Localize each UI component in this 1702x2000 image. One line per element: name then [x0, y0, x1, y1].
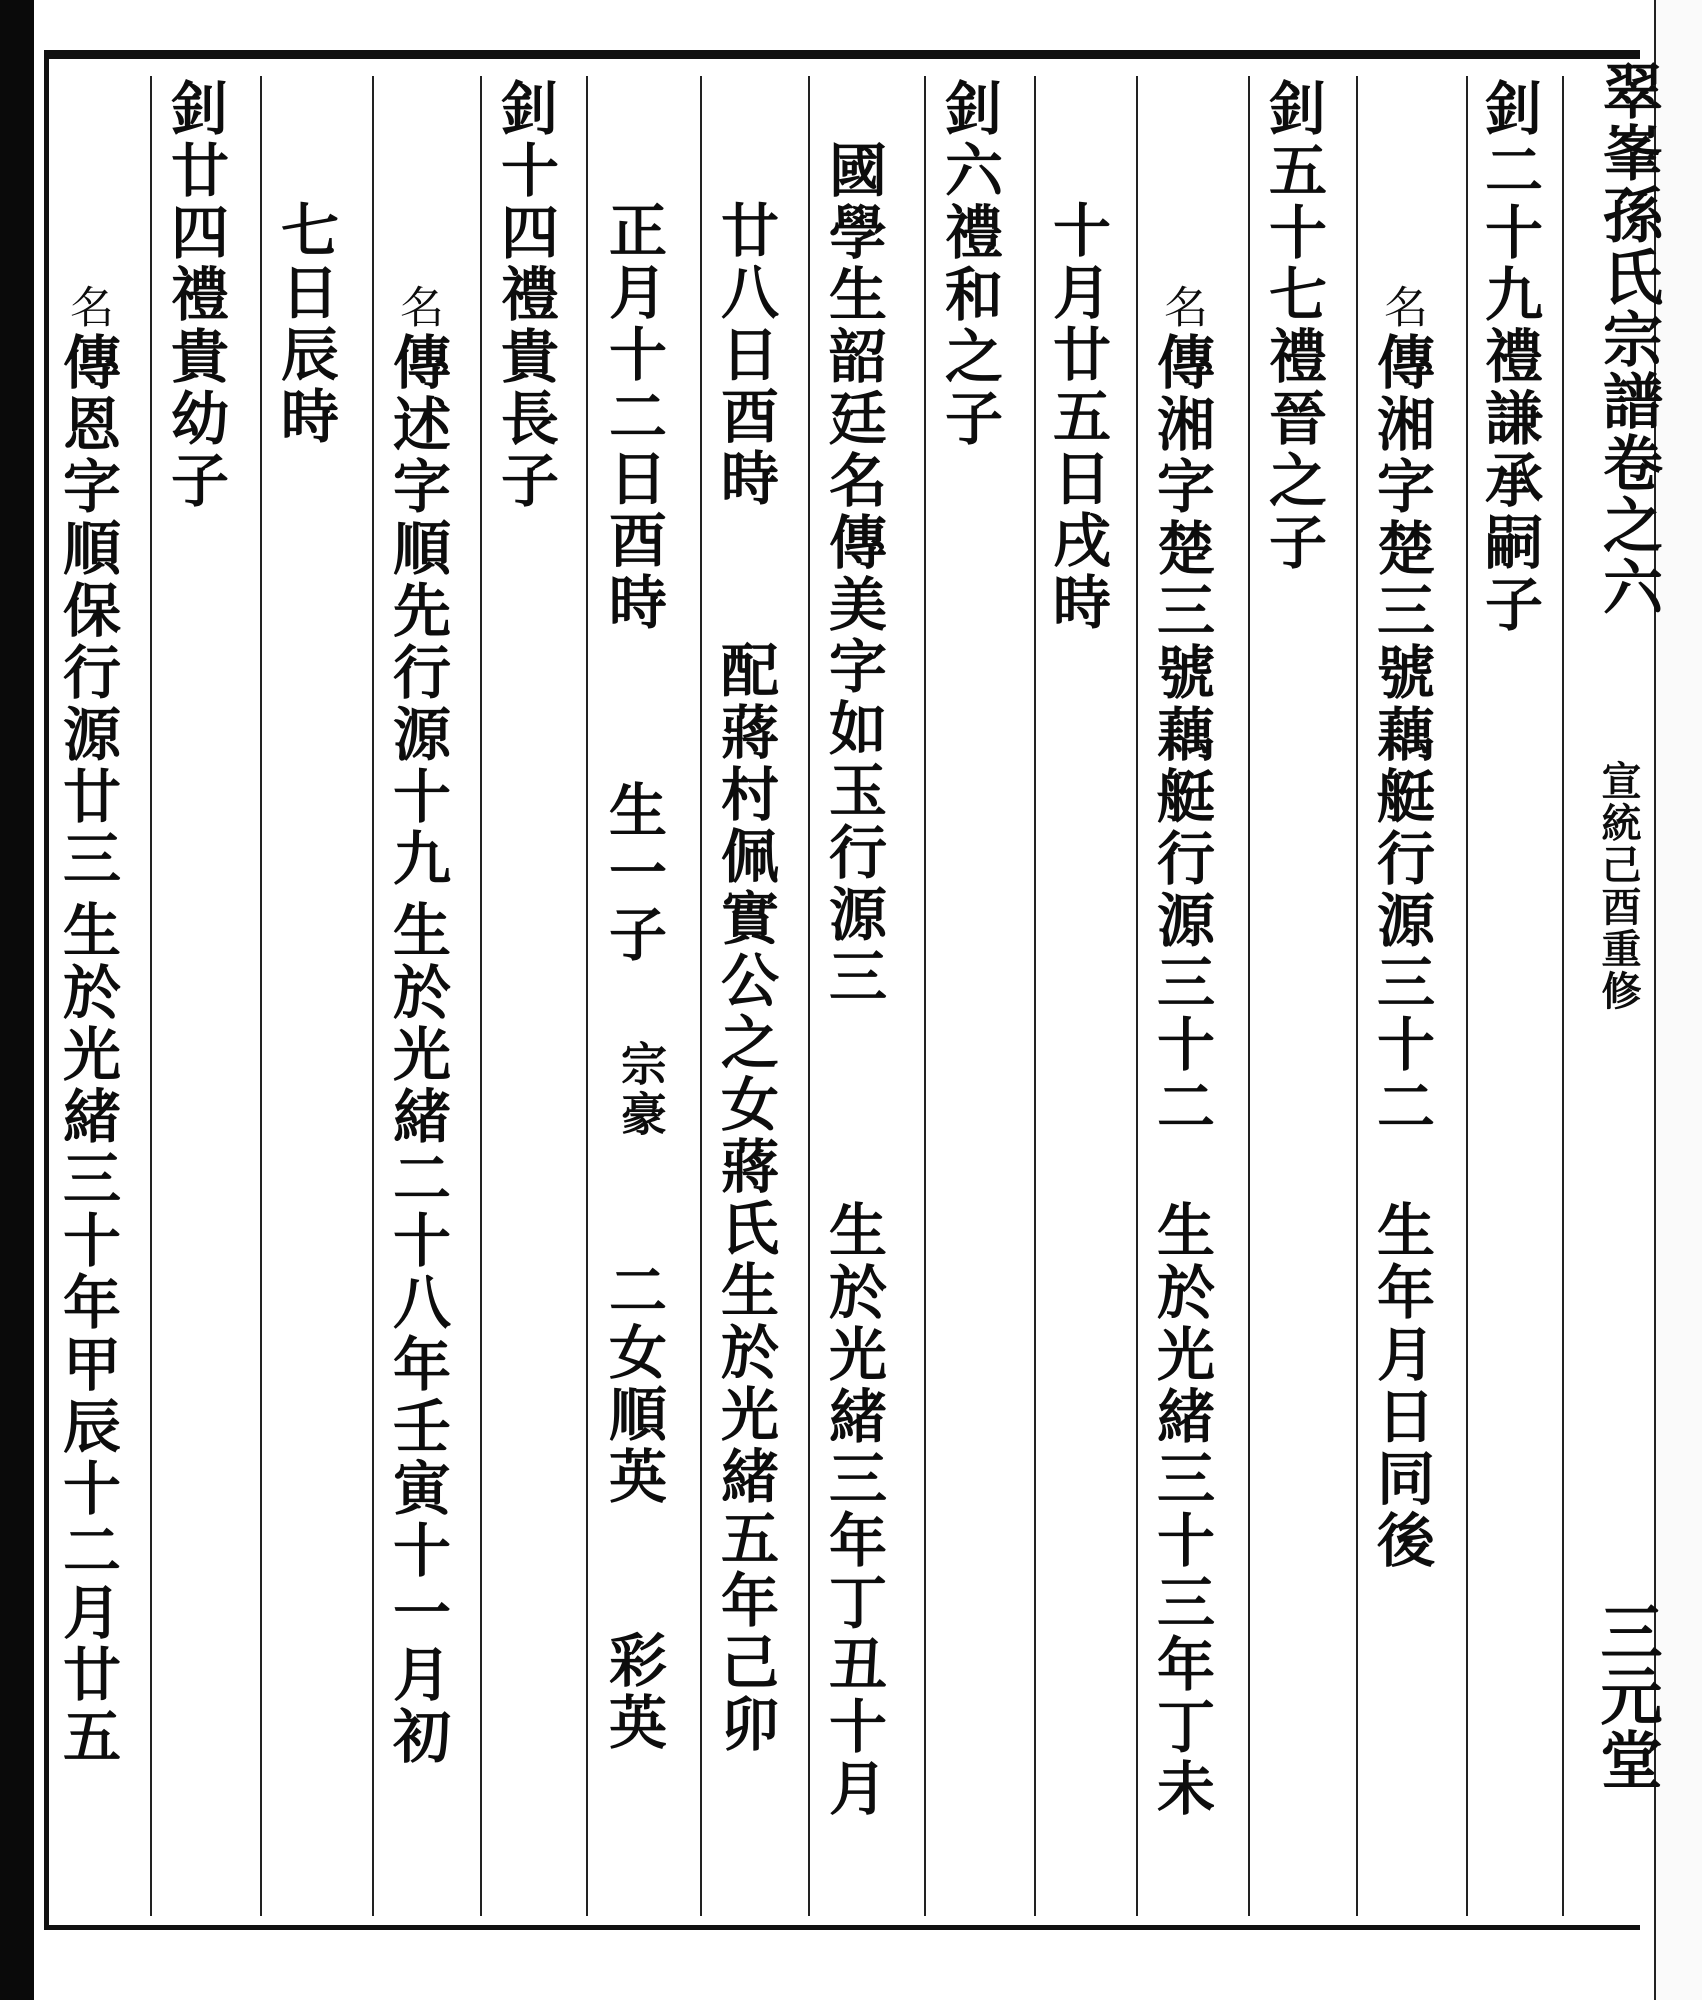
name-line-5: 名傳恩字順保行源廿三	[53, 284, 121, 890]
hall-name: 三元堂	[1590, 1600, 1663, 1792]
column-rule	[1034, 76, 1036, 1916]
birth-line-5: 生於光緒三十年甲辰十二月廿五	[53, 900, 121, 1768]
name-line-4: 名傳述字順先行源十九	[383, 284, 451, 890]
column-rule	[260, 76, 262, 1916]
edition-note: 宣統己酉重修	[1595, 760, 1642, 1012]
column-rule	[372, 76, 374, 1916]
name-line-3: 國學生韶廷名傳美字如玉行源三	[819, 140, 887, 1008]
entry-heading-2: 釗五十七禮晉之子	[1259, 78, 1327, 574]
entry-heading-1: 釗二十九禮謙承嗣子	[1475, 78, 1543, 636]
column-rule	[1562, 76, 1564, 1916]
birth-line-4: 生於光緒二十八年壬寅十一月初	[383, 900, 451, 1768]
birth-line-3: 生於光緒三年丁丑十月	[819, 1200, 887, 1820]
column-rule	[700, 76, 702, 1916]
entry-heading-3: 釗六禮和之子	[935, 78, 1003, 450]
daughter-2: 彩英	[599, 1630, 667, 1754]
book-spine-edge	[0, 0, 34, 2000]
column-rule	[1356, 76, 1358, 1916]
birth-time-3: 廿八日酉時	[711, 200, 779, 510]
children-count: 生一子	[599, 780, 667, 966]
daughter-1: 二女順英	[599, 1260, 667, 1508]
column-rule	[586, 76, 588, 1916]
son-name: 宗豪	[614, 1040, 668, 1140]
name-line-1: 名傳湘字楚三號藕艇行源三十二	[1367, 284, 1435, 1138]
birth-time-4: 七日辰時	[271, 200, 339, 448]
birth-time-2: 十月廿五日戌時	[1043, 200, 1111, 634]
column-rule	[924, 76, 926, 1916]
name-line-2: 名傳湘字楚三號藕艇行源三十二	[1147, 284, 1215, 1138]
entry-heading-5: 釗廿四禮貴幼子	[161, 78, 229, 512]
birth-line-2: 生於光緒三十三年丁未	[1147, 1200, 1215, 1820]
entry-heading-4: 釗十四禮貴長子	[491, 78, 559, 512]
column-rule	[808, 76, 810, 1916]
spouse-line: 配蔣村佩實公之女蔣氏生於光緒五年己卯	[711, 640, 779, 1756]
birth-line-1: 生年月日同後	[1367, 1200, 1435, 1572]
birth-date-spouse: 正月十二日酉時	[599, 200, 667, 634]
column-rule	[1136, 76, 1138, 1916]
genealogy-title: 翠峯孫氏宗譜卷之六	[1593, 60, 1663, 618]
